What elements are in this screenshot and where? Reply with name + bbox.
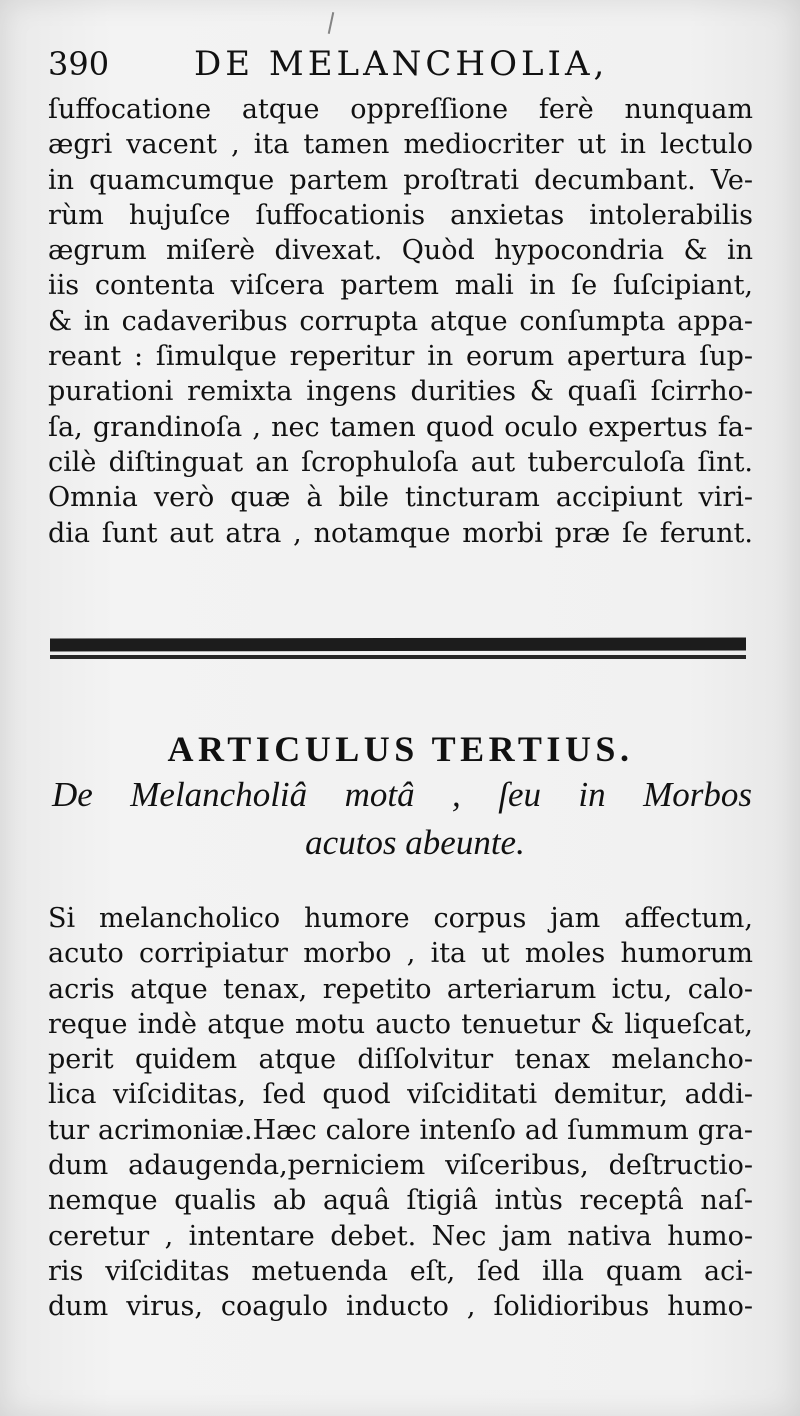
text-line: ſuffocatione atque oppreſſione ferè nunquam [48, 94, 753, 125]
section-divider [50, 634, 746, 664]
text-line: rùm hujuſce ſuffocationis anxietas intolerabilis [48, 199, 753, 231]
text-line: Omnia verò quæ à bile tincturam accipiunt viri- [48, 482, 753, 514]
text-line: purationi remixta ingens durities & quaſi ſcirrho- [48, 376, 753, 408]
text-line: ris viſciditas metuenda eſt, ſed illa quam aci- [48, 1255, 753, 1287]
text-line: in quamcumque partem proſtrati decumbant. Ve- [48, 164, 753, 196]
page-number: 390 [48, 45, 110, 83]
text-line: lica viſciditas, ſed quod viſciditati demitur, addi- [48, 1079, 753, 1111]
text-line: ceretur , intentare debet. Nec jam nativa humo- [48, 1220, 753, 1252]
text-line: ægrum miſerè divexat. Quòd hypocondria & in [48, 235, 753, 267]
running-head: DE MELANCHOLIA, [194, 44, 609, 84]
text-line: ſa, grandinoſa , nec tamen quod oculo expertus fa- [48, 411, 753, 443]
thin-rule [50, 655, 746, 659]
text-line: Si melancholico humore corpus jam affectum, [48, 903, 753, 934]
text-line: acris atque tenax, repetito arteriarum ictu, calo- [48, 973, 753, 1005]
section-title: ARTICULUS TERTIUS. [167, 728, 634, 769]
text-line: reant : ſimulque reperitur in eorum apertura ſup- [48, 341, 753, 373]
subtitle-line: acutos abeunte. [305, 823, 525, 862]
text-line: & in cadaveribus corrupta atque conſumpta appa- [48, 305, 753, 337]
text-line: nemque qualis ab aquâ ſtigiâ intùs receptâ naſ- [48, 1185, 753, 1217]
section-subtitle [52, 771, 752, 867]
text-line: tur acrimoniæ.Hæc calore intenſo ad ſummum gra- [48, 1114, 753, 1146]
text-line: dum virus, coagulo inducto , ſolidioribus humo- [48, 1291, 753, 1323]
thick-rule [50, 638, 746, 652]
paragraph-1 [48, 92, 753, 551]
paragraph-2 [48, 901, 753, 1325]
text-line: dum adaugenda,perniciem viſceribus, deſtructio- [48, 1150, 753, 1182]
text-line: ægri vacent , ita tamen mediocriter ut in lectulo [48, 129, 753, 161]
page-header [48, 42, 753, 90]
text-line: cilè diſtinguat an ſcrophuloſa aut tuberculoſa ſint. [48, 446, 753, 478]
text-line: reque indè atque motu aucto tenuetur & liqueſcat, [48, 1008, 753, 1040]
text-line: acuto corripiatur morbo , ita ut moles humorum [48, 938, 753, 970]
ink-mark [328, 12, 335, 34]
text-line: dia ſunt aut atra , notamque morbi præ ſe ferunt. [48, 517, 753, 549]
text-line: perit quidem atque diſſolvitur tenax melancho- [48, 1044, 753, 1076]
subtitle-line: De Melancholiâ motâ , ſeu in Morbos [52, 775, 752, 814]
text-line: iis contenta viſcera partem mali in ſe ſuſcipiant, [48, 270, 753, 302]
